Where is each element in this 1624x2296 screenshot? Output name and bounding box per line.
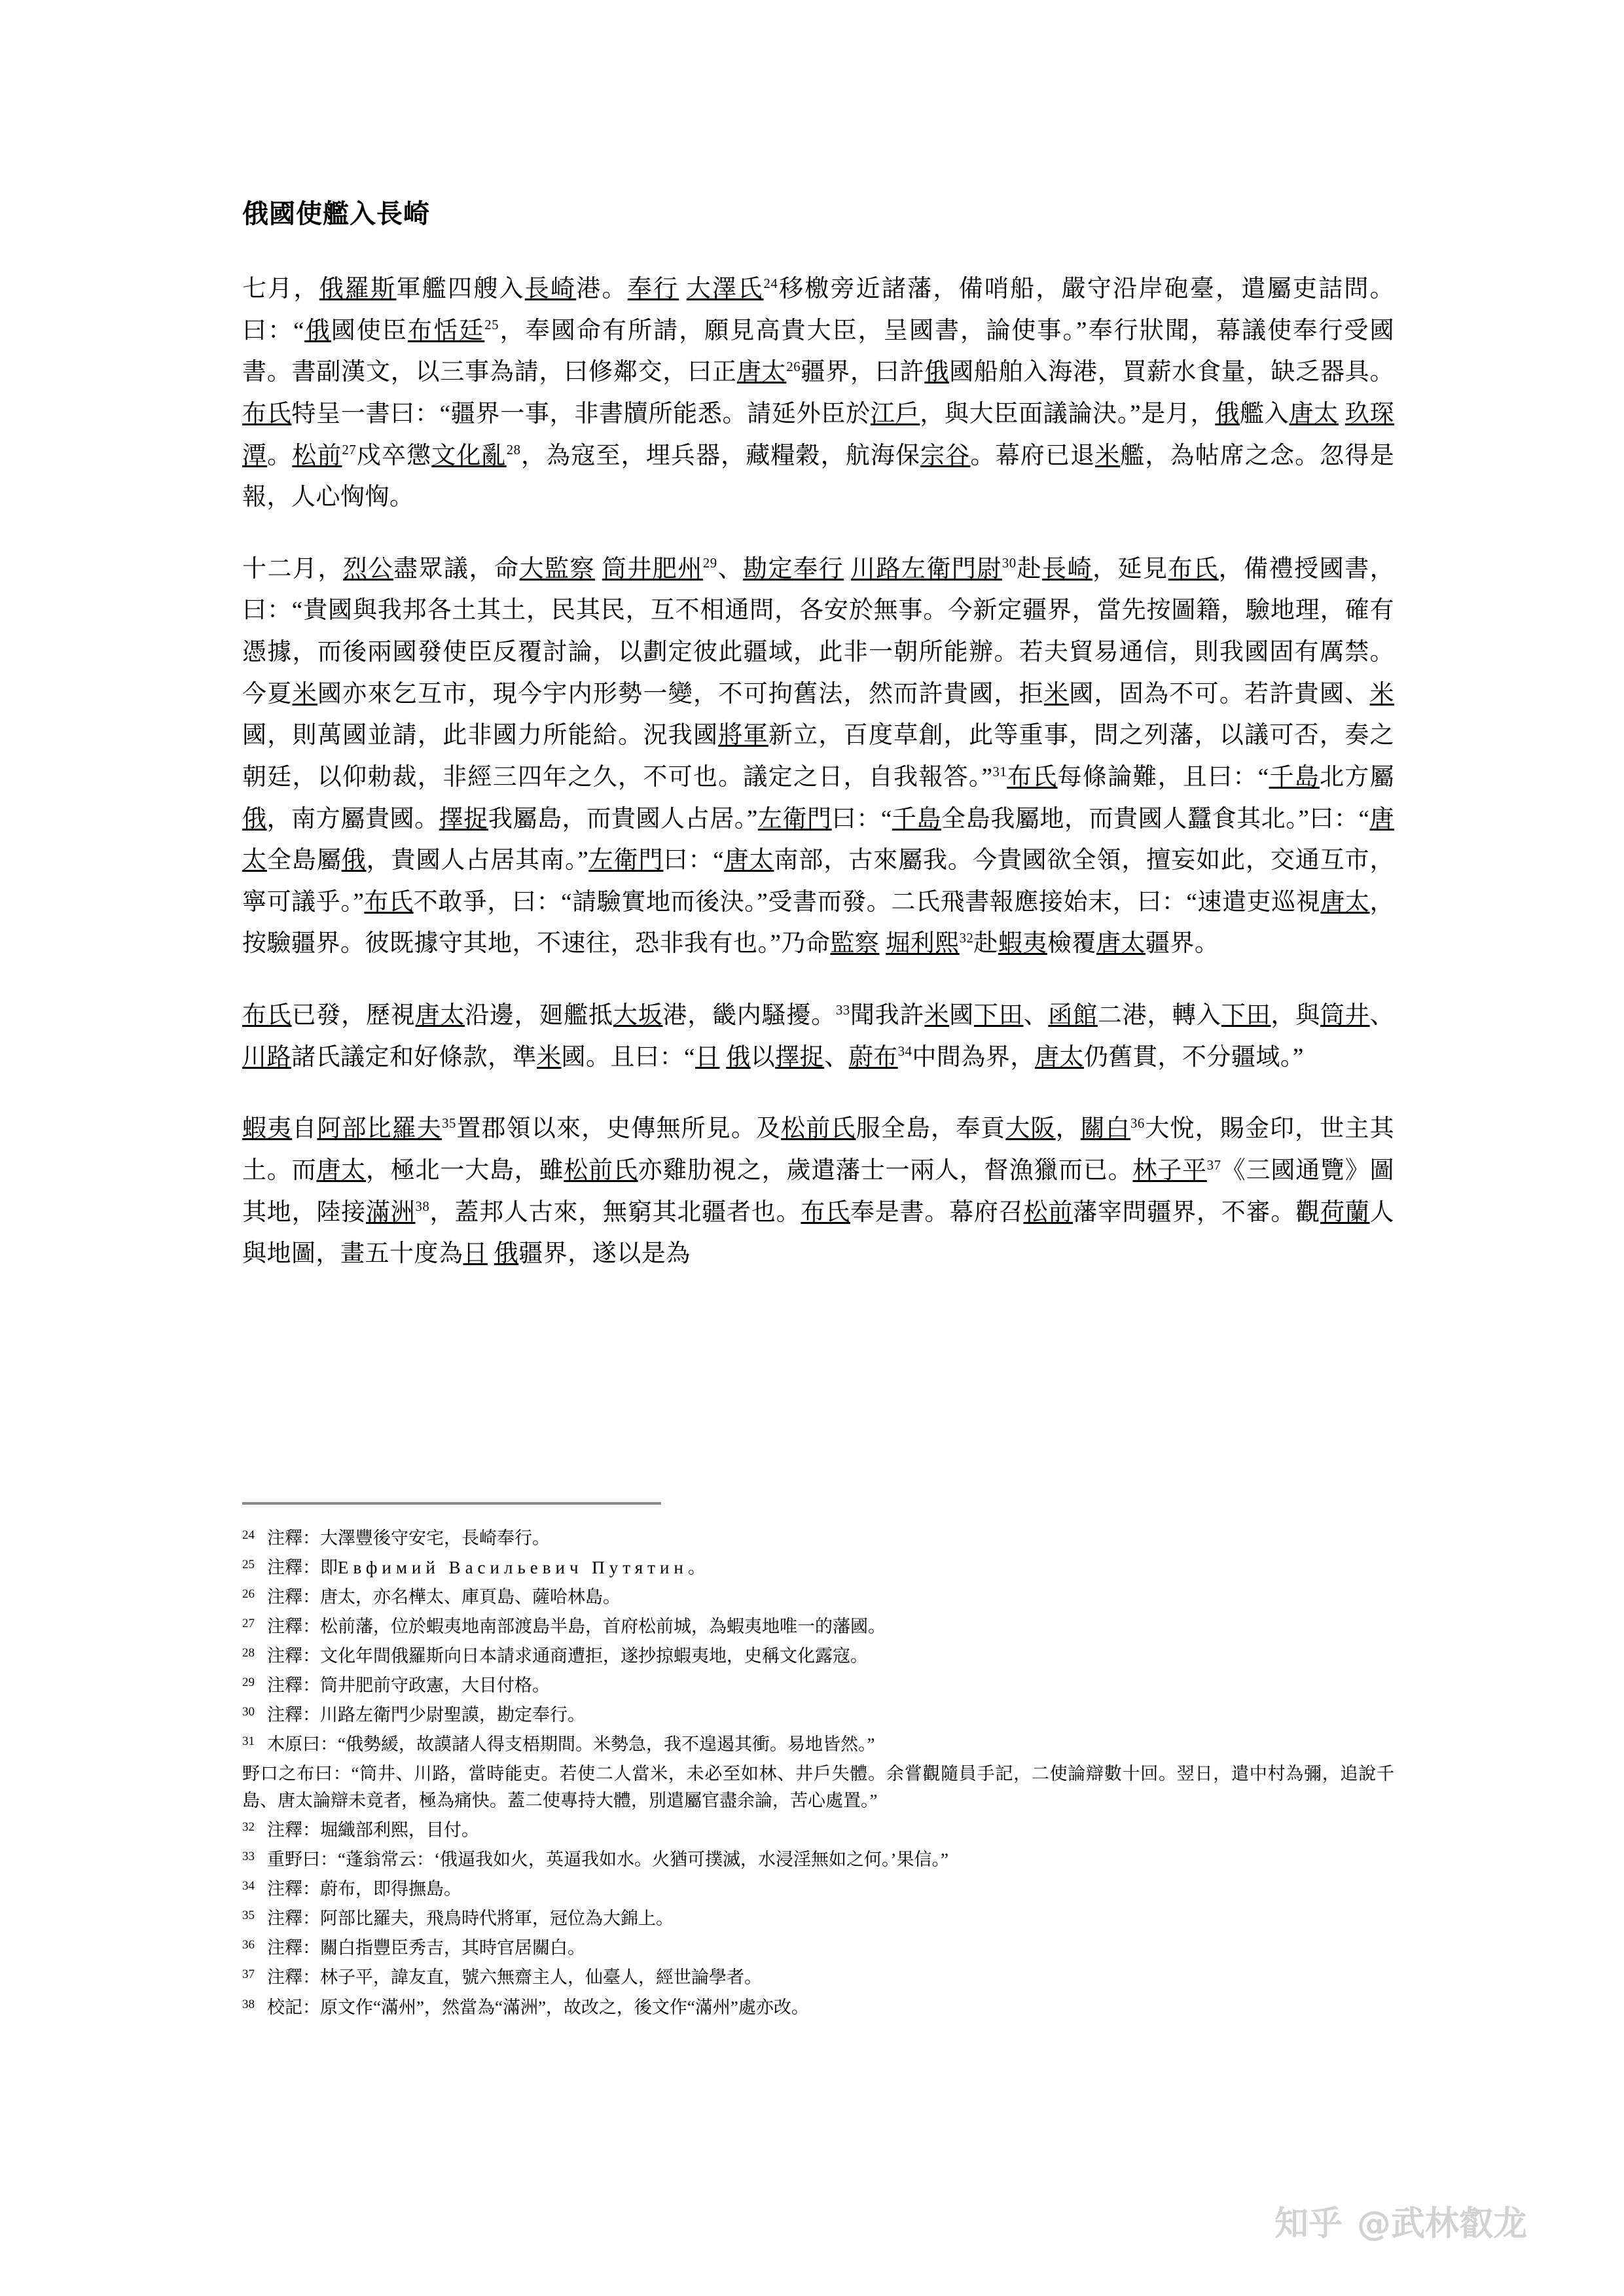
- watermark-user-handle: @武林叡龙: [1356, 2204, 1527, 2244]
- footnote-item: [242, 1554, 1394, 1581]
- body-paragraph-4: 蝦夷自阿部比羅夫$^{35}$置郡領以來，史傳無所見。及松前氏服全島，奉貢大阪，關白$^{36}$大悅，賜金印，世主其土。而唐太，極北一大島，雖松前氏亦雞肋視之，歲遣藩士一兩人，督漁獵而已。林子平$^{37}$《三國通覽》圖其地，陸接滿洲$^{38}$，蓋邦人古來，無窮其北疆者也。布氏奉是書。幕府召松前藩宰問疆界，不審。觀荷蘭人與地圖，畫五十度為日 俄疆界，遂以是為: [242, 1115, 1395, 1268]
- footnote-number: 36: [242, 1938, 255, 1952]
- footnote-text: 注釋：松前藩，位於蝦夷地南部渡島半島，首府松前城，為蝦夷地唯一的藩國。: [267, 1617, 886, 1637]
- footnote-number: 32: [242, 1820, 255, 1835]
- footnote-number: 31: [242, 1734, 255, 1749]
- footnote-text: 木原曰：“俄勢緩，故謨諸人得支梧期間。米勢急，我不遑遏其衝。易地皆然。”: [267, 1734, 875, 1755]
- body-paragraph-2: 十二月，烈公盡眾議，命大監察 筒井肥州$^{29}$、勘定奉行 川路左衛門尉$^{30}$赴長崎，延見布氏，備禮授國書，曰：“貴國與我邦各土其土，民其民，互不相通問，各安於無事。今新定疆界，當先按圖籍，驗地理，確有憑據，而後兩國發使臣反覆討論，以劃定彼此疆域，此非一朝所能辦。若夫貿易通信，則我國固有厲禁。今夏米國亦來乞互市，現今宇内形勢一變，不可拘舊法，然而許貴國，拒米國，固為不可。若許貴國、米國，則萬國並請，此非國力所能給。況我國將軍新立，百度草創，此等重事，問之列藩，以議可否，奏之朝廷，以仰勅裁，非經三四年之久，不可也。議定之日，自我報答。”$^{31}$布氏每條論難，且曰：“千島北方屬俄，南方屬貴國。擇捉我屬島，而貴國人占居。”左衛門曰：“千島全島我屬地，而貴國人蠶食其北。”曰：“唐太全島屬俄，貴國人占居其南。”左衛門曰：“唐太南部，古來屬我。今貴國欲全領，擅妄如此，交通互市，寧可議乎。”布氏不敢爭，曰：“請驗實地而後決。”受書而發。二氏飛書報應接始末，曰：“速遣吏巡視唐太，按驗疆界。彼既據守其地，不速往，恐非我有也。”乃命監察 堀利熙$^{32}$赴蝦夷檢覆唐太疆界。: [242, 555, 1395, 958]
- footnote-item: [242, 1613, 1394, 1640]
- footnote-item: [242, 1702, 1394, 1729]
- footnote-text: 注釋：林子平，諱友直，號六無齋主人，仙臺人，經世論學者。: [267, 1967, 762, 1988]
- footnote-text: 注釋：蔚布，即得撫島。: [267, 1879, 461, 1899]
- footnote-number: 37: [242, 1967, 255, 1982]
- footnote-number: 24: [242, 1528, 255, 1542]
- footnote-text: 注釋：川路左衛門少尉聖謨，勘定奉行。: [267, 1705, 585, 1725]
- footnote-item: [242, 1584, 1394, 1611]
- footnote-number: 25: [242, 1558, 255, 1572]
- footnote-item: [242, 1994, 1394, 2021]
- footnote-number: 34: [242, 1879, 255, 1893]
- footnote-separator: [242, 1502, 661, 1505]
- footnote-text: 注釋：阿部比羅夫，飛鳥時代將軍，冠位為大錦上。: [267, 1909, 674, 1929]
- footnote-item: [242, 1643, 1394, 1670]
- footnote-number: 27: [242, 1617, 255, 1631]
- footnote-item: [242, 1905, 1394, 1932]
- footnote-number: 29: [242, 1676, 255, 1690]
- footnote-text: 注釋：文化年間俄羅斯向日本請求通商遭拒，遂抄掠蝦夷地，史稱文化露寇。: [267, 1646, 868, 1666]
- body-paragraph-1: 七月，俄羅斯軍艦四艘入長崎港。奉行 大澤氏$^{24}$移檄旁近諸藩，備哨船，嚴守沿岸砲臺，遣屬吏詰問。曰：“俄國使臣布恬廷$^{25}$，奉國命有所請，願見高貴大臣，呈國書，論使事。”奉行狀聞，幕議使奉行受國書。書副漢文，以三事為請，曰修鄰交，曰正唐太$^{26}$疆界，曰許俄國船舶入海港，買薪水食量，缺乏器具。布氏特呈一書曰：“疆界一事，非書牘所能悉。請延外臣於江戶，與大臣面議論決。”是月，俄艦入唐太 玖琛潭。松前$^{27}$戍卒懲文化亂$^{28}$，為寇至，埋兵器，藏糧穀，航海保宗谷。幕府已退米艦，為帖席之念。忽得是報，人心恟恟。: [242, 276, 1395, 511]
- footnote-item: [242, 1935, 1394, 1962]
- footnote-number: 38: [242, 1997, 255, 2011]
- footnote-list: [242, 1525, 1394, 2024]
- footnote-item: [242, 1817, 1394, 1844]
- footnote-item: [242, 1964, 1394, 1991]
- document-body: [242, 196, 1394, 1275]
- footnote-text: 注釋：即Евфимий Васильевич Путятин。: [267, 1558, 706, 1578]
- footnote-item: [242, 1846, 1394, 1873]
- footnote-item: [242, 1525, 1394, 1552]
- footnote-item: [242, 1876, 1394, 1903]
- footnote-number: 30: [242, 1705, 255, 1719]
- body-paragraph-3: 布氏已發，歷視唐太沿邊，廻艦抵大坂港，畿内騷擾。$^{33}$聞我許米國下田、函館二港，轉入下田，與筒井、川路諸氏議定和好條款，準米國。且曰：“日 俄以擇捉、蔚布$^{34}$中間為界，唐太仍舊貫，不分疆域。”: [242, 1002, 1395, 1071]
- footnote-text: 注釋：唐太，亦名樺太、庫頁島、薩哈林島。: [267, 1587, 621, 1607]
- watermark: [1274, 2196, 1527, 2245]
- footnote-text: 注釋：大澤豐後守安宅，長崎奉行。: [267, 1528, 550, 1548]
- footnote-number: 28: [242, 1646, 255, 1660]
- footnote-text: 注釋：筒井肥前守政憲，大目付格。: [267, 1676, 550, 1696]
- footnote-item: [242, 1731, 1394, 1758]
- footnote-text: 注釋：關白指豐臣秀吉，其時官居關白。: [267, 1938, 585, 1958]
- page-title: 俄國使艦入長崎: [242, 199, 430, 228]
- footnote-number: 26: [242, 1587, 255, 1602]
- footnote-text: 重野曰：“蓬翁常云：‘俄逼我如火，英逼我如水。火猶可撲滅，水浸淫無如之何。’果信。”: [267, 1850, 948, 1870]
- footnote-number: 35: [242, 1909, 255, 1923]
- watermark-site-logo: 知乎: [1274, 2204, 1343, 2244]
- footnote-text: 校記：原文作“滿州”，然當為“滿洲”，故改之，後文作“滿州”處亦改。: [267, 1997, 809, 2017]
- footnote-number: 33: [242, 1850, 255, 1864]
- footnote-item: [242, 1672, 1394, 1699]
- footnote-text: 注釋：堀織部利熙，目付。: [267, 1820, 479, 1840]
- footnote-continuation: 野口之布曰：“筒井、川路，當時能吏。若使二人當米，未必至如林、井戶失體。余嘗觀隨員手記，二使論辯數十回。翌日，遣中村為彌，追說千島、唐太論辯未竟者，極為痛快。蓋二使專持大體，別遣屬官盡余論，苦心處置。”: [242, 1764, 1394, 1811]
